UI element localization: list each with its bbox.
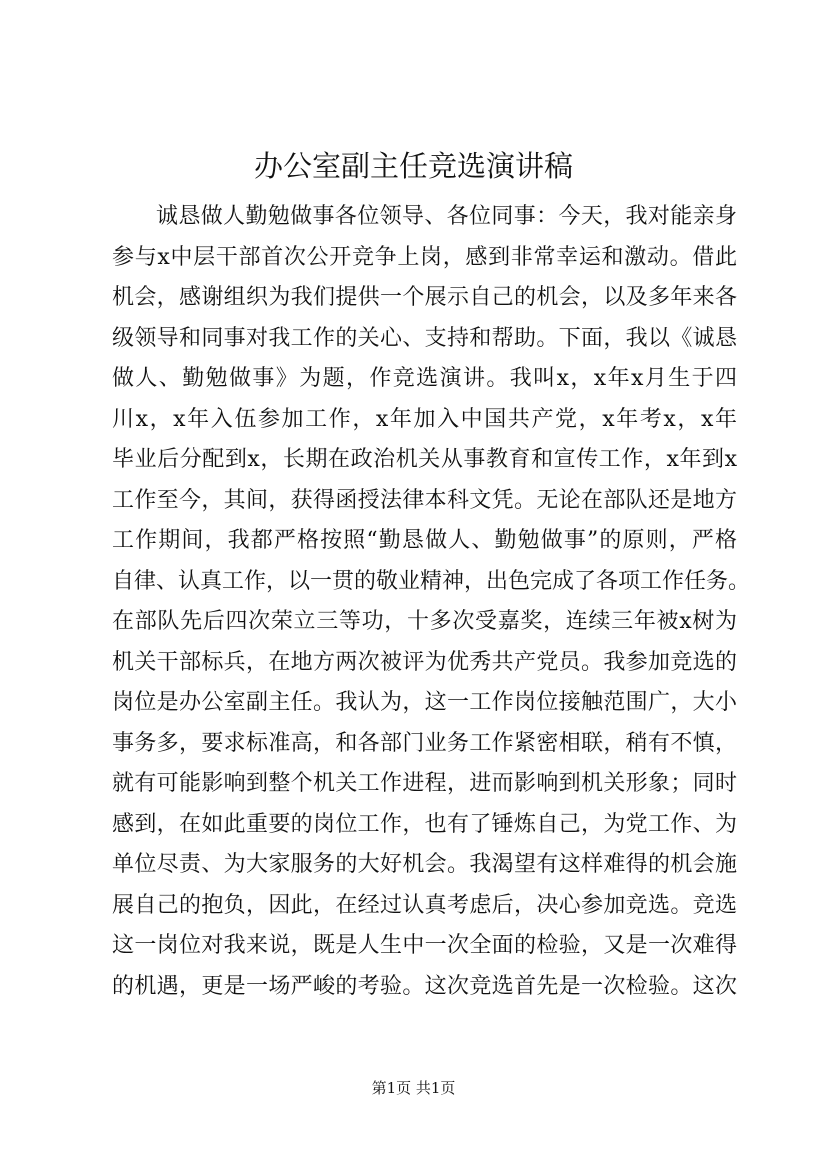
body-line: 展自己的抱负，因此，在经过认真考虑后，决心参加竞选。竞选	[112, 892, 737, 918]
body-line: 级领导和同事对我工作的关心、支持和帮助。下面，我以《诚恳	[112, 325, 737, 351]
body-line: 在部队先后四次荣立三等功，十多次受嘉奖，连续三年被x树为	[112, 609, 737, 634]
body-line: 工作期间，我都严格按照“勤恳做人、勤勉做事”的原则，严格	[112, 528, 737, 553]
body-line: 感到，在如此重要的岗位工作，也有了锤炼自己，为党工作、为	[112, 811, 737, 837]
body-line: 参与x中层干部首次公开竞争上岗，感到非常幸运和激动。借此	[112, 244, 737, 270]
page-number-footer: 第1页 共1页	[371, 1079, 456, 1097]
body-line: 机会，感谢组织为我们提供一个展示自己的机会，以及多年来各	[112, 285, 737, 310]
body-line: 这一岗位对我来说，既是人生中一次全面的检验，又是一次难得	[112, 933, 737, 958]
document-body	[112, 197, 751, 1007]
body-line: 川x，x年入伍参加工作，x年加入中国共产党，x年考x，x年	[112, 406, 737, 432]
body-line: 事务多，要求标准高，和各部门业务工作紧密相联，稍有不慎，	[112, 730, 737, 756]
body-line: 的机遇，更是一场严峻的考验。这次竞选首先是一次检验。这次	[112, 973, 737, 999]
body-line: 做人、勤勉做事》为题，作竞选演讲。我叫x，x年x月生于四	[112, 366, 737, 391]
document-title: 办公室副主任竞选演讲稿	[253, 149, 573, 183]
body-line: 单位尽责、为大家服务的大好机会。我渴望有这样难得的机会施	[112, 852, 737, 877]
body-line: 工作至今，其间，获得函授法律本科文凭。无论在部队还是地方	[112, 487, 737, 513]
body-line: 毕业后分配到x，长期在政治机关从事教育和宣传工作，x年到x	[112, 447, 737, 472]
body-line: 岗位是办公室副主任。我认为，这一工作岗位接触范围广，大小	[112, 690, 737, 715]
body-line: 诚恳做人勤勉做事各位领导、各位同事：今天，我对能亲身	[156, 204, 737, 229]
body-line: 机关干部标兵，在地方两次被评为优秀共产党员。我参加竞选的	[112, 649, 737, 675]
body-line: 就有可能影响到整个机关工作进程，进而影响到机关形象；同时	[112, 771, 737, 796]
body-line: 自律、认真工作，以一贯的敬业精神，出色完成了各项工作任务。	[112, 568, 751, 594]
